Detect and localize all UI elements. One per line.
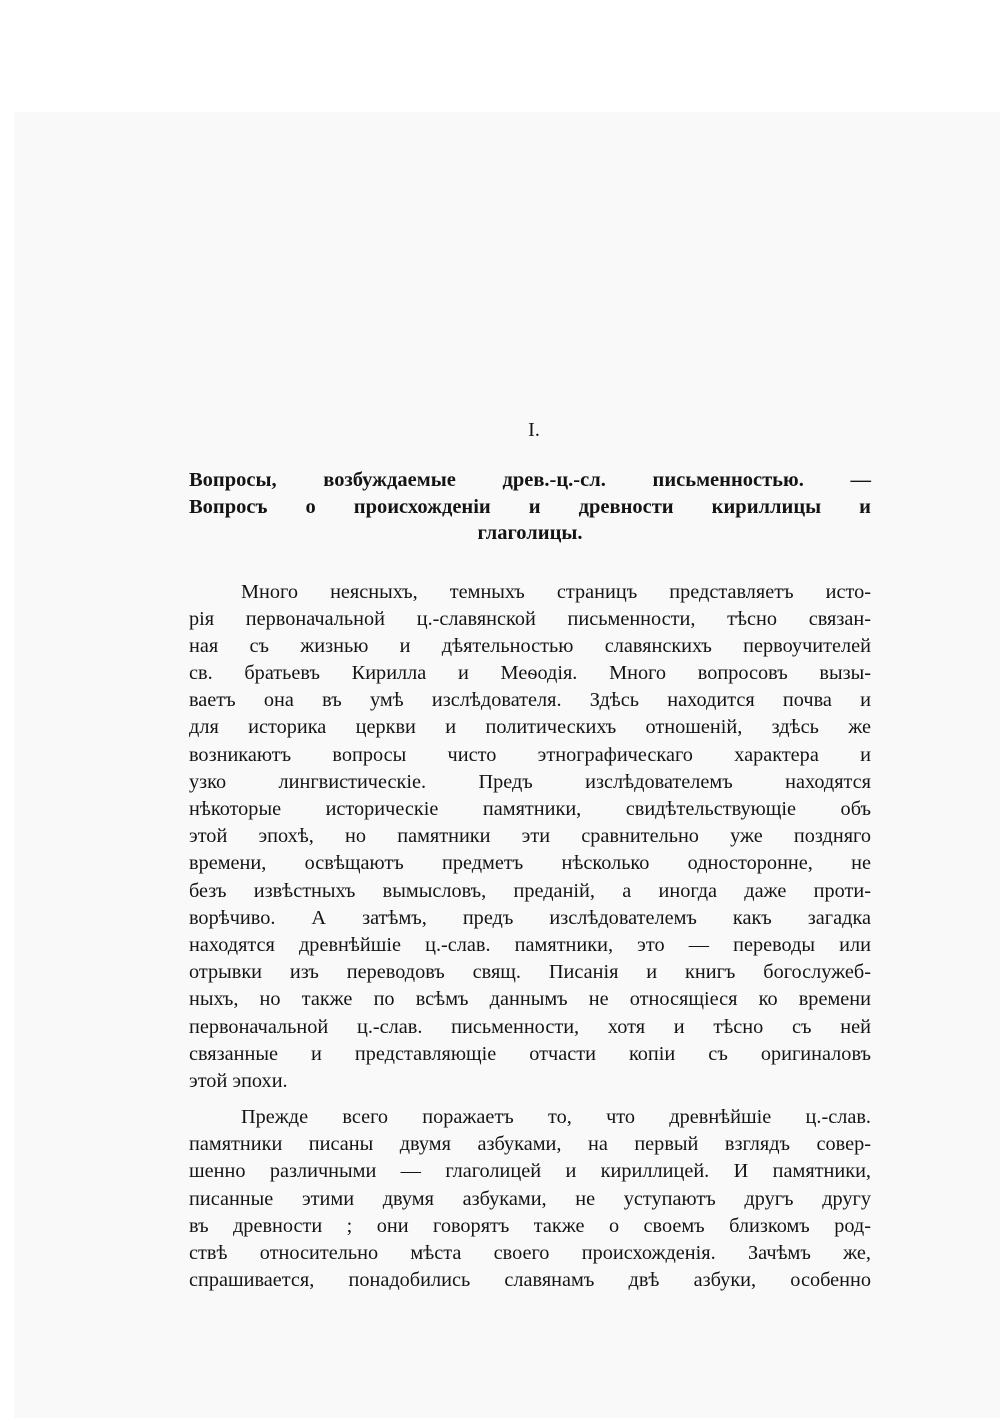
text-line: связанные и представляющіе отчасти копіи съ оригиналовъ (189, 1042, 871, 1065)
text-line: св. братьевъ Кирилла и Меѳодія. Много вопросовъ вызы- (189, 662, 871, 685)
chapter-title-line: глаголицы. (477, 522, 583, 544)
text-line: узко лингвистическіе. Предъ изслѣдователемъ находятся (189, 770, 871, 793)
text-line: въ древности ; они говорятъ также о своемъ близкомъ род- (189, 1214, 871, 1237)
text-line: шенно различными — глаголицей и кириллицей. И памятники, (189, 1160, 871, 1183)
text-line: писанные этими двумя азбуками, не уступаютъ другъ другу (189, 1187, 871, 1210)
text-line: отрывки изъ переводовъ свящ. Писанія и книгъ богослужеб- (189, 961, 871, 984)
text-line: памятники писаны двумя азбуками, на первый взглядъ совер- (189, 1133, 871, 1156)
text-line: ворѣчиво. А затѣмъ, предъ изслѣдователемъ какъ загадка (189, 906, 871, 929)
text-line: ныхъ, но также по всѣмъ даннымъ не относящіеся ко времени (189, 988, 871, 1011)
text-line: ствѣ относительно мѣста своего происхожденія. Зачѣмъ же, (189, 1242, 871, 1264)
text-line: находятся древнѣйшіе ц.-слав. памятники, это — переводы или (189, 933, 871, 956)
text-line: Много неясныхъ, темныхъ страницъ представляетъ исто- (241, 580, 871, 603)
chapter-title-line: Вопросы, возбуждаемые древ.-ц.-сл. письменностью. — (189, 469, 871, 491)
paragraph (189, 1104, 871, 1294)
text-line: ная съ жизнью и дѣятельностью славянскихъ первоучителей (189, 634, 871, 657)
chapter-title (189, 467, 871, 547)
text-line: для историка церкви и политическихъ отношеній, здѣсь же (189, 716, 871, 739)
text-line: этой эпохи. (189, 1069, 288, 1092)
text-line: нѣкоторые историческіе памятники, свидѣтельствующіе объ (189, 798, 871, 820)
chapter-number: I. (528, 419, 540, 441)
text-line: безъ извѣстныхъ вымысловъ, преданій, а иногда даже проти- (189, 879, 871, 902)
text-line: времени, освѣщаютъ предметъ нѣсколько односторонне, не (189, 852, 871, 875)
paragraph (189, 579, 871, 1096)
text-line: первоначальной ц.-слав. письменности, хотя и тѣсно съ ней (189, 1015, 871, 1038)
text-line: этой эпохѣ, но памятники эти сравнительно уже поздняго (189, 825, 871, 848)
page-content (189, 420, 871, 1294)
text-line: рія первоначальной ц.-славянской письменности, тѣсно связан- (189, 607, 871, 630)
chapter-title-line: Вопросъ о происхожденіи и древности кириллицы и (189, 495, 871, 518)
text-line: спрашивается, понадобились славянамъ двѣ азбуки, особенно (189, 1269, 871, 1292)
text-line: ваетъ она въ умѣ изслѣдователя. Здѣсь находится почва и (189, 689, 871, 712)
text-line: возникаютъ вопросы чисто этнографическаго характера и (189, 743, 871, 766)
text-line: Прежде всего поражаетъ то, что древнѣйшіе ц.-слав. (241, 1106, 871, 1129)
